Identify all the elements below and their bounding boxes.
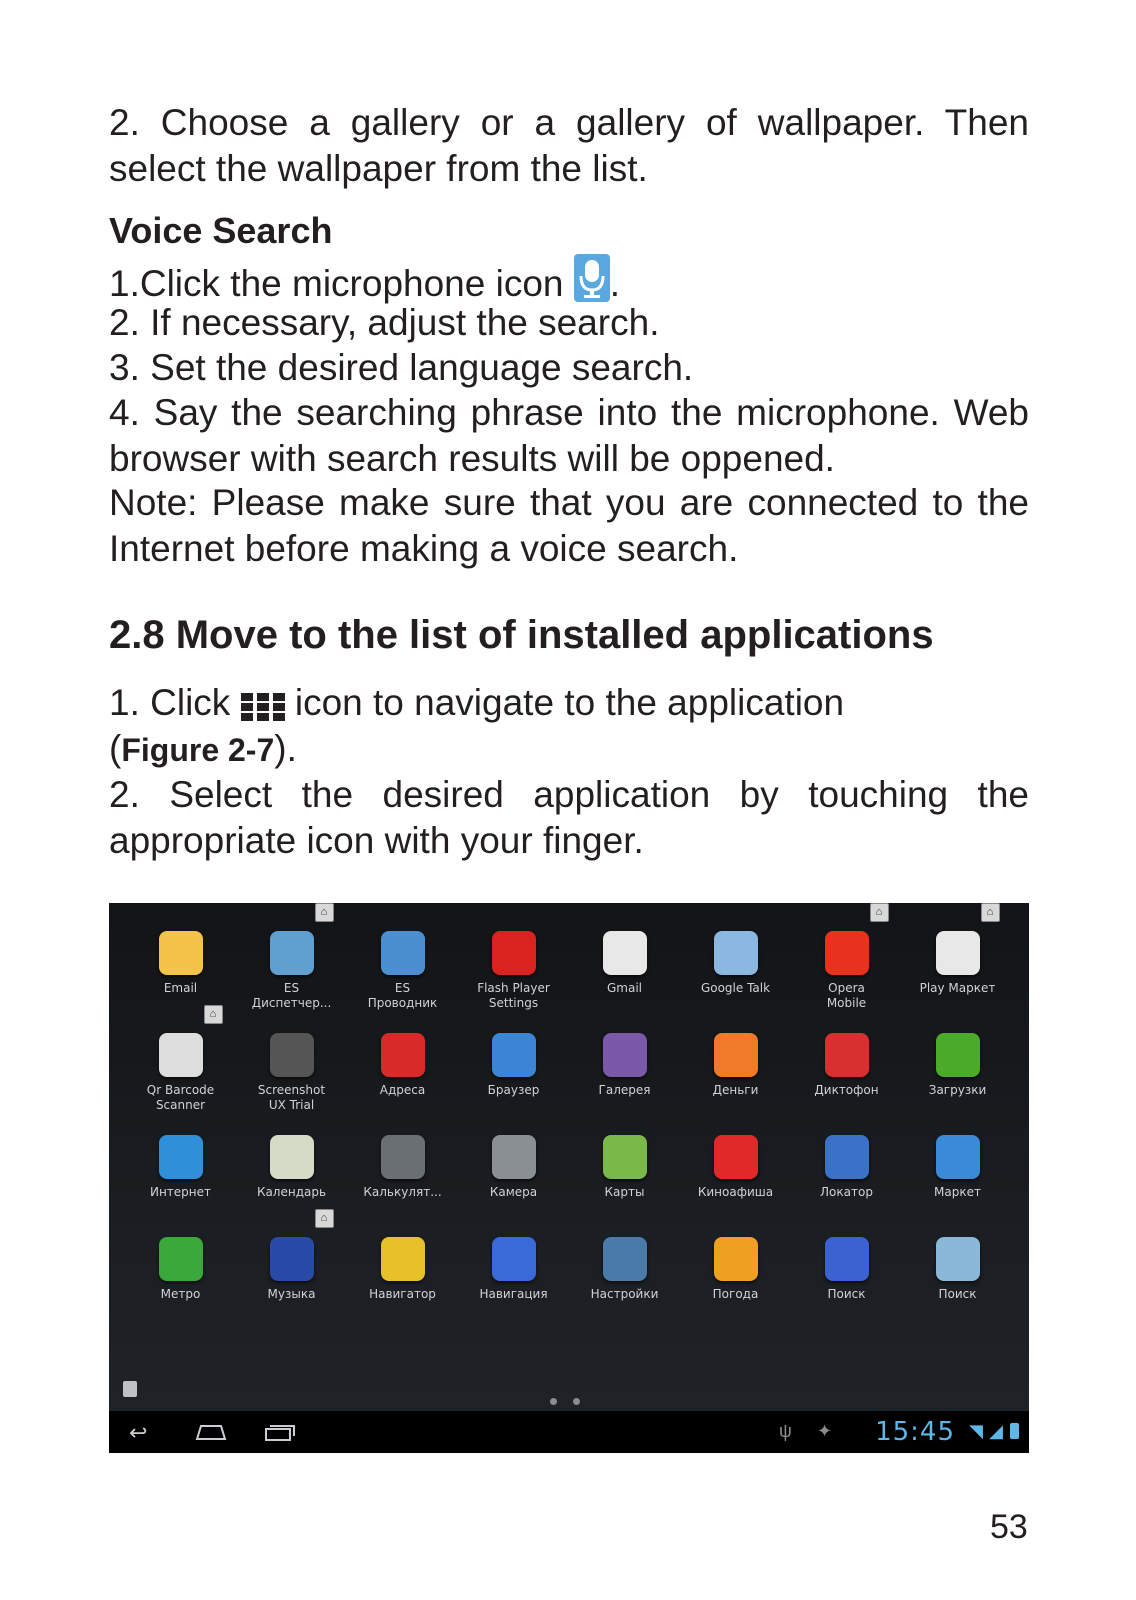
es-task-manager-icon <box>270 906 328 975</box>
app-label: Screenshot UX Trial <box>257 1083 326 1112</box>
app-tile[interactable] <box>236 1033 347 1113</box>
apps-step-1 <box>109 680 844 732</box>
app-tile[interactable] <box>458 1033 569 1098</box>
app-label: Opera Mobile <box>826 981 867 1010</box>
page-dot <box>550 1398 557 1405</box>
app-tile[interactable] <box>902 1135 1013 1200</box>
settings-icon <box>603 1237 647 1281</box>
download-icon <box>936 1033 980 1077</box>
recent-apps-icon[interactable] <box>265 1423 295 1444</box>
app-tile[interactable] <box>236 906 347 1011</box>
app-tile[interactable] <box>125 1008 236 1113</box>
app-tile[interactable] <box>458 931 569 1011</box>
cinema-icon <box>714 1135 758 1179</box>
app-tile[interactable] <box>347 931 458 1011</box>
app-tile[interactable] <box>347 1237 458 1302</box>
home-badge-icon: ⌂ <box>204 1005 223 1024</box>
app-tile[interactable] <box>569 931 680 996</box>
app-label: Маркет <box>934 1185 981 1199</box>
app-tile[interactable] <box>458 1237 569 1302</box>
wifi-icon: ◥ <box>969 1421 983 1441</box>
maps-icon <box>603 1135 647 1179</box>
home-badge-icon: ⌂ <box>981 903 1000 922</box>
recorder-icon <box>825 1033 869 1077</box>
figure-reference: Figure 2-7 <box>121 732 275 768</box>
battery-icon <box>1010 1423 1019 1439</box>
figure-reference-line <box>109 726 297 773</box>
app-label: Калькулят... <box>363 1185 442 1199</box>
trash-icon <box>123 1381 137 1397</box>
app-drawer-screenshot <box>109 903 1029 1453</box>
app-tile[interactable] <box>125 1237 236 1302</box>
opera-icon <box>825 906 883 975</box>
app-label: Flash Player Settings <box>477 981 550 1010</box>
app-label: Загрузки <box>928 1083 987 1097</box>
app-tile[interactable] <box>125 931 236 996</box>
calendar-icon <box>270 1135 314 1179</box>
app-tile[interactable] <box>791 906 902 1011</box>
app-label: Календарь <box>256 1185 327 1199</box>
camera-app-icon <box>492 1135 536 1179</box>
app-label: Киноафиша <box>697 1185 774 1199</box>
debug-icon: ✦ <box>817 1421 833 1441</box>
app-label: Play Маркет <box>919 981 996 995</box>
app-tile[interactable] <box>347 1135 458 1200</box>
app-tile[interactable] <box>236 1135 347 1200</box>
metro-icon <box>159 1237 203 1281</box>
navigation-icon <box>492 1237 536 1281</box>
app-label: Навигация <box>479 1287 548 1301</box>
status-clock: 15:45 <box>875 1417 955 1447</box>
talk-icon <box>714 931 758 975</box>
app-label: Интернет <box>149 1185 212 1199</box>
app-label: Email <box>163 981 198 995</box>
app-label: Погода <box>712 1287 759 1301</box>
app-label: Настройки <box>590 1287 659 1301</box>
app-label: Поиск <box>827 1287 866 1301</box>
weather-icon <box>714 1237 758 1281</box>
page-dot <box>573 1398 580 1405</box>
usb-icon: ψ <box>779 1421 792 1441</box>
signal-icon: ◢ <box>989 1421 1003 1441</box>
page-indicator <box>550 1392 596 1410</box>
app-label: Адреса <box>379 1083 426 1097</box>
flash-icon <box>492 931 536 975</box>
gmail-icon <box>603 931 647 975</box>
voice-step-1-end: . <box>609 263 621 304</box>
section-heading: 2.8 Move to the list of installed applications <box>109 613 934 657</box>
paren-open: ( <box>109 728 122 769</box>
voice-step-4: 4. Say the searching phrase into the microphone. Web browser with search results will be oppened. <box>109 392 1029 479</box>
app-tile[interactable] <box>791 1237 902 1302</box>
app-label: Браузер <box>487 1083 540 1097</box>
app-label: Камера <box>489 1185 538 1199</box>
music-icon <box>270 1212 328 1281</box>
app-label: ES Проводник <box>367 981 438 1010</box>
app-label: Карты <box>604 1185 645 1199</box>
app-label: Деньги <box>712 1083 759 1097</box>
app-label: Галерея <box>598 1083 651 1097</box>
app-label: Музыка <box>267 1287 316 1301</box>
app-label: Навигатор <box>369 1287 436 1301</box>
app-tile[interactable] <box>236 1212 347 1302</box>
app-tile[interactable] <box>791 1033 902 1098</box>
app-label: Поиск <box>938 1287 977 1301</box>
home-badge-icon: ⌂ <box>870 903 889 922</box>
app-tile[interactable] <box>680 1033 791 1098</box>
home-icon[interactable] <box>195 1423 227 1444</box>
apps-step-1-text: 1. Click <box>109 682 241 723</box>
voice-step-1-text: 1.Click the microphone icon <box>109 263 574 304</box>
voice-step-3: 3. Set the desired language search. <box>109 347 694 388</box>
back-icon[interactable]: ↩ <box>129 1420 148 1445</box>
app-tile[interactable] <box>902 1237 1013 1302</box>
app-label: ES Диспетчер... <box>251 981 332 1010</box>
voice-step-2: 2. If necessary, adjust the search. <box>109 302 660 343</box>
apps-step-1-rest: icon to navigate to the application <box>284 682 845 723</box>
email-icon <box>159 931 203 975</box>
app-tile[interactable] <box>458 1135 569 1200</box>
locator-icon <box>825 1135 869 1179</box>
app-label: Метро <box>160 1287 201 1301</box>
system-navigation-bar <box>109 1411 1029 1453</box>
magnifier-icon <box>936 1237 980 1281</box>
wallpaper-instruction: 2. Choose a gallery or a gallery of wallpaper. Then select the wallpaper from the list. <box>109 102 1029 189</box>
internet-icon <box>159 1135 203 1179</box>
home-badge-icon: ⌂ <box>315 903 334 922</box>
app-label: Qr Barcode Scanner <box>146 1083 215 1112</box>
market-icon <box>936 1135 980 1179</box>
navigator-icon <box>381 1237 425 1281</box>
app-tile[interactable] <box>569 1033 680 1098</box>
play-store-icon <box>936 906 994 975</box>
google-search-icon <box>825 1237 869 1281</box>
app-tile[interactable] <box>125 1135 236 1200</box>
qr-icon <box>159 1008 217 1077</box>
voice-search-heading: Voice Search <box>109 210 333 251</box>
app-tile[interactable] <box>680 1135 791 1200</box>
money-icon <box>714 1033 758 1077</box>
es-file-explorer-icon <box>381 931 425 975</box>
app-tile[interactable] <box>347 1033 458 1098</box>
gallery-icon <box>603 1033 647 1077</box>
voice-note: Note: Please make sure that you are connected to the Internet before making a voice search. <box>109 482 1029 569</box>
camera-icon <box>270 1033 314 1077</box>
app-tile[interactable] <box>569 1237 680 1302</box>
app-tile[interactable] <box>902 906 1013 996</box>
apps-step-2: 2. Select the desired application by touching the appropriate icon with your finger. <box>109 774 1029 861</box>
home-badge-icon: ⌂ <box>315 1209 334 1228</box>
app-tile[interactable] <box>680 1237 791 1302</box>
paren-close: ). <box>274 728 297 769</box>
app-label: Google Talk <box>700 981 771 995</box>
page-number: 53 <box>990 1508 1028 1546</box>
places-icon <box>381 1033 425 1077</box>
app-label: Локатор <box>820 1185 873 1199</box>
app-tile[interactable] <box>569 1135 680 1200</box>
calculator-icon <box>381 1135 425 1179</box>
app-tile[interactable] <box>791 1135 902 1200</box>
app-tile[interactable] <box>680 931 791 996</box>
app-tile[interactable] <box>902 1033 1013 1098</box>
app-label: Диктофон <box>814 1083 879 1097</box>
app-label: Gmail <box>606 981 642 995</box>
browser-icon <box>492 1033 536 1077</box>
